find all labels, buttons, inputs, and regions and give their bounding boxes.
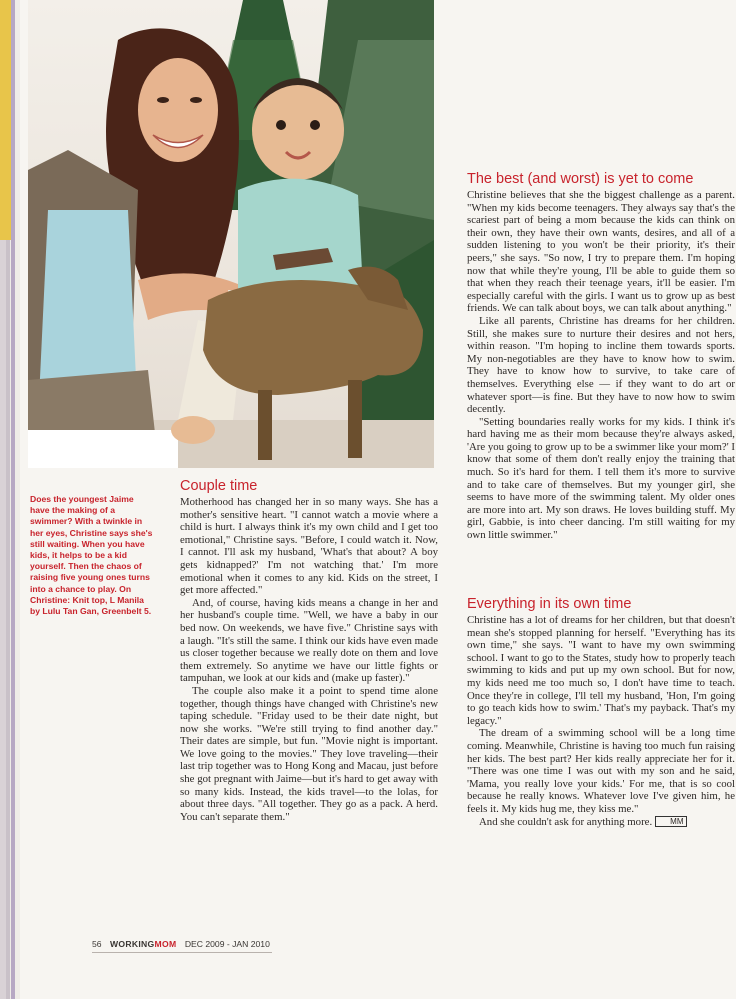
heading-best-worst: The best (and worst) is yet to come [467, 171, 694, 187]
photo-illustration [28, 0, 434, 468]
paragraph: Motherhood has changed her in so many ways. She has a mother's sensitive heart. "I cannot watch a movie where a child is hurt. I always think it's my own child and I get too emotional," Christine says. "Before, I could watch it. Now, I cannot. I'll ask my husband, 'What's that about? A boy gets kidnapped?' I'm not watching that.' I'm more emotional when it comes to any kid. Kids on the street, I get more affected." [180, 496, 438, 597]
heading-couple-time: Couple time [180, 478, 258, 494]
spine-band [0, 0, 11, 240]
paragraph: Christine has a lot of dreams for her children, but that doesn't mean she's stopped planning for herself. "Everything has its own time," she says. "I want to have my own swimming school. I want to go to the States, study how to properly teach swimming to kids and put up my own school. But for now, my kids need me too much so, I don't have time to teach. Once they're in college, I'll tell my husband, 'Hon, I'm going to go teach kids how to swim.' That's my payback. That's my legacy." [467, 614, 735, 727]
end-mark-icon: MM [655, 816, 686, 827]
paragraph: And, of course, having kids means a change in her and her husband's couple time. "Well, we have a baby in our bed now. On weekends, we have five." Christine says with a laugh. "It's still the same. I think our kids have even made us closer together because we really dote on them and love them extremely. So anytime we have our little fights or tampuhan, we look at our kids and (make up faster)." [180, 596, 438, 685]
article-column-own-time [467, 596, 735, 828]
brand-mom: MOM [154, 939, 177, 949]
paragraph: Like all parents, Christine has dreams for her children. Still, she makes sure to nurture their desires and not hers, within reason. "I'm hoping to incline them towards sports. My non-negotiables are they have to know how to swim. They have to know how to survive, to take care of themselves. Everything else — if they want to do art or whatever sport—is fine. But they have to now how to swim decently. [467, 314, 735, 416]
article-column-best-worst [467, 171, 735, 542]
paragraph: The couple also make it a point to spend time alone together, though things have changed with Christine's new taping schedule. "Friday used to be their date night, but now she works. "We're still trying to find another day." Their dates are simple, but fun. "Movie night is important. We love going to the movies." They love traveling—their last trip together was to Hong Kong and Macau, just before she got pregnant with Jaime—but it's hard to get away with so many kids. Instead, the kids travel—to the lolas, for about three days. "All together. They go as a pack. A herd. You can't separate them." [180, 684, 438, 823]
magazine-brand [110, 939, 177, 949]
heading-own-time: Everything in its own time [467, 596, 632, 612]
paragraph [467, 816, 735, 829]
feature-photo [28, 0, 434, 468]
spine-purple-stripe [11, 0, 15, 999]
page-number: 56 [92, 939, 102, 949]
photo-caption: Does the youngest Jaime have the making of a swimmer? With a twinkle in her eyes, Christine says she's still waiting. When you have kids, it helps to be a kid yourself. Then the chaos of raising five young ones turns into a chance to play. On Christine: Knit top, L Manila by Lulu Tan Gan, Greenbelt 5. [30, 494, 153, 617]
paragraph: "Setting boundaries really works for my kids. I think it's hard having me as their mom because they're always asked, 'Are you going to grow up to be a swimmer like your mom?' I know that some of them don't really enjoy the training that much. So it's hard for them. I tell them it's more to survive and to take care of themselves. But my younger girl, she seems to have more of the swimming talent. My older ones are more into art. My son draws. He loves building stuff. My girl, Gabbie, is into cheer dancing. I'm still waiting for my own little swimmer." [467, 415, 735, 542]
paragraph: The dream of a swimming school will be a long time coming. Meanwhile, Christine is having too much fun raising her kids. The best part? Her kids really appreciate her for it. "There was one time I was out with my son and he said, 'Mama, you really love your kids.' For me, that is so cool because he really knows. Whatever love I've given him, he feels it. My kids hug me, they kiss me." [467, 727, 735, 815]
paragraph: Christine believes that she the biggest challenge as a parent. "When my kids become teenagers. They always say that's the scariest part of being a mom because the kids can think on their own, they have their own wants, desires, and all of a sudden listening to you won't be their priority, it's their peers," she says. "So now, I try to prepare them. I'm hoping now that while they're young, I'll be able to guide them so that when they reach their teenage years, it'll be easier. I'm especially careful with the girls. I want us to grow up as best friends. We can talk about boys, we can talk about anything." [467, 189, 735, 315]
article-column-couple-time [180, 478, 438, 823]
footer-rule [92, 952, 272, 953]
issue-date: DEC 2009 - JAN 2010 [184, 939, 270, 949]
brand-working: WORKING [109, 939, 155, 949]
closing-sentence: And she couldn't ask for anything more. [479, 815, 653, 828]
